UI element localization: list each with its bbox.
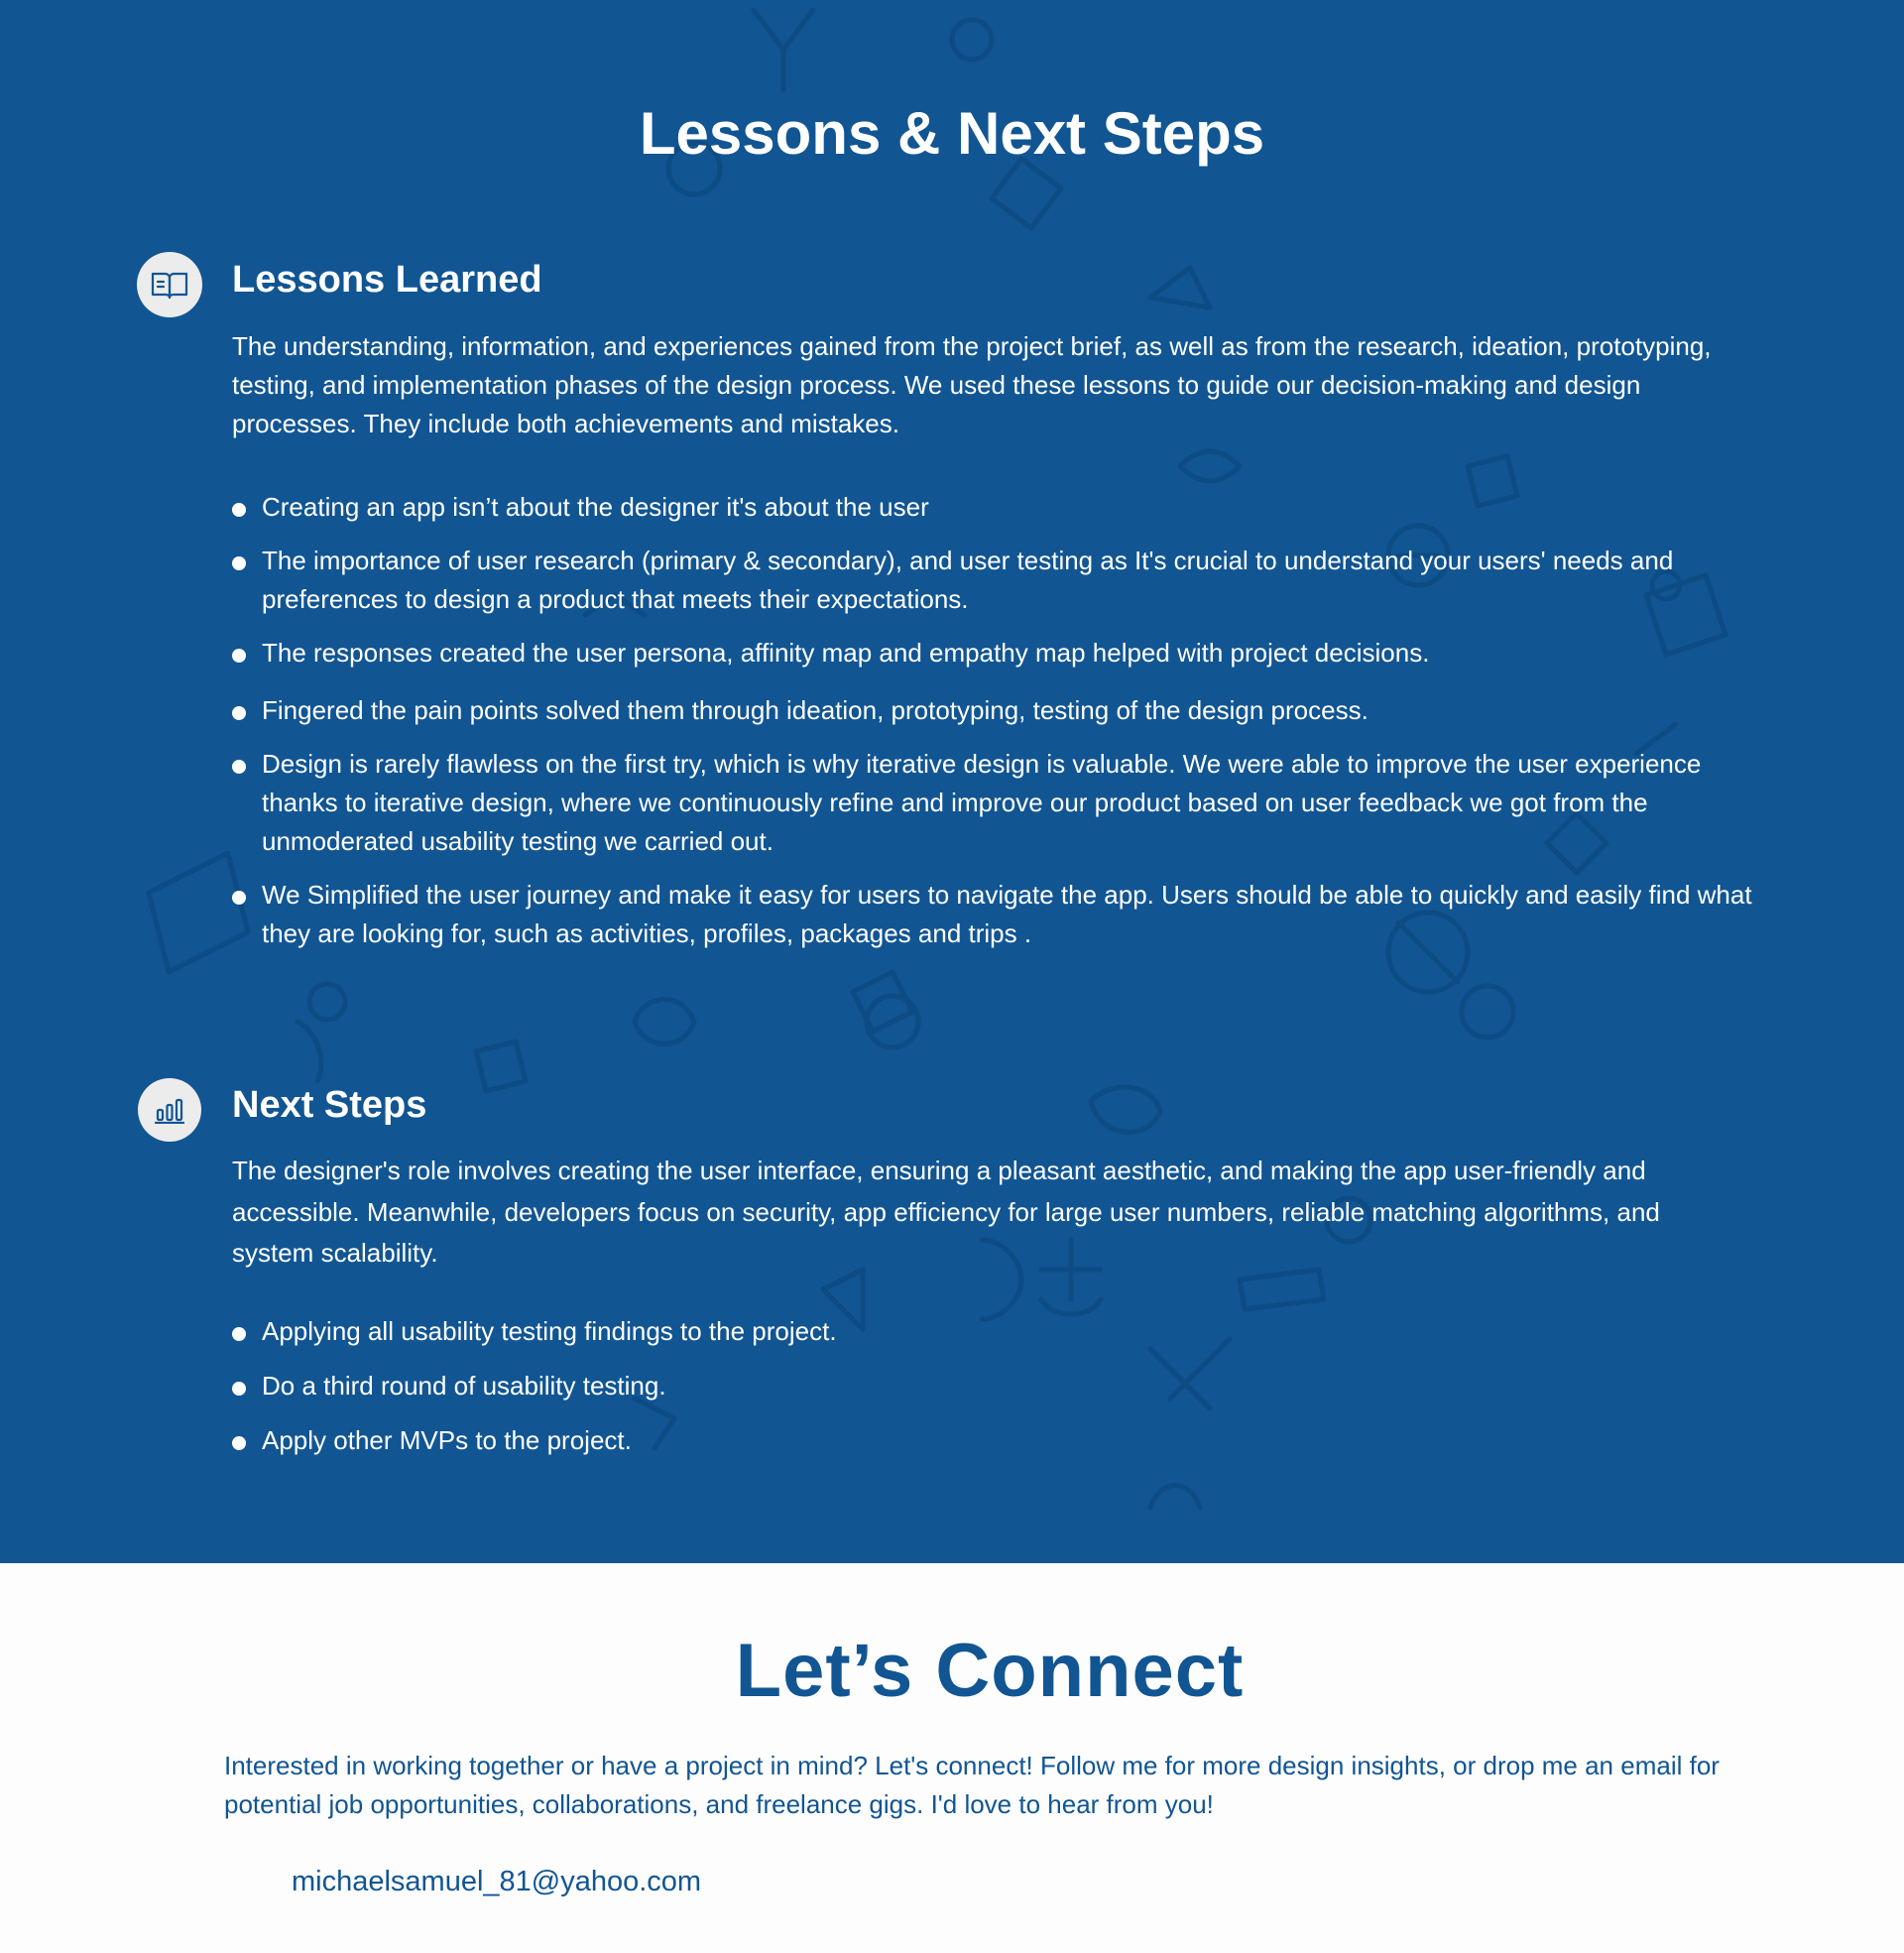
list-item bbox=[232, 1421, 1759, 1460]
bullet-dot bbox=[232, 891, 246, 905]
bullet-dot bbox=[232, 503, 246, 517]
list-item-text: We Simplified the user journey and make it easy for users to navigate the app. Users should be able to quickly and easily find what they are looking for, such as activities, profiles, packages and trips . bbox=[262, 880, 1752, 948]
list-item-text: The importance of user research (primary & secondary), and user testing as It's crucial to understand your users' needs and preferences to design a product that meets their expectations. bbox=[262, 546, 1674, 614]
list-item bbox=[232, 1312, 1759, 1351]
lessons-intro: The understanding, information, and experiences gained from the project brief, as well as from the research, ideation, prototyping, testing, and implementation phases of the design process. We used these lessons to guide our decision-making and design processes. They include both achievements and mistakes. bbox=[232, 331, 1712, 438]
list-item bbox=[232, 542, 1759, 619]
connect-text: Interested in working together or have a project in mind? Let's connect! Follow me for more design insights, or drop me an email for potential job opportunities, collaborations, and freelance gigs. I'd love to hear from you! bbox=[224, 1751, 1720, 1819]
list-item bbox=[232, 691, 1759, 730]
bullet-dot bbox=[232, 1327, 246, 1341]
list-item-text: The responses created the user persona, affinity map and empathy map helped with project decisions. bbox=[262, 638, 1430, 668]
open-book-icon bbox=[137, 252, 202, 317]
email-link[interactable]: michaelsamuel_81@yahoo.com bbox=[292, 1866, 702, 1897]
list-item bbox=[232, 1367, 1759, 1405]
list-item-text: Fingered the pain points solved them through ideation, prototyping, testing of the design process. bbox=[262, 695, 1368, 725]
list-item bbox=[232, 745, 1759, 861]
lessons-list bbox=[232, 488, 1759, 968]
list-item-text: Design is rarely flawless on the first try, which is why iterative design is valuable. We were able to improve the user experience thanks to iterative design, where we continuously refine and improve our product based on user feedback we got from the unmoderated usability testing we carried out. bbox=[262, 749, 1702, 856]
list-item-text: Do a third round of usability testing. bbox=[262, 1371, 666, 1401]
list-item bbox=[232, 876, 1759, 953]
connect-title: Let’s Connect bbox=[735, 1629, 1245, 1713]
bullet-dot bbox=[232, 706, 246, 720]
list-item bbox=[232, 488, 1759, 527]
list-item-text: Apply other MVPs to the project. bbox=[262, 1425, 632, 1455]
bar-chart-icon bbox=[138, 1078, 201, 1142]
bullet-dot bbox=[232, 649, 246, 663]
bullet-dot bbox=[232, 1436, 246, 1450]
next-steps-list bbox=[232, 1312, 1759, 1476]
bullet-dot bbox=[232, 760, 246, 774]
list-item-text: Creating an app isn’t about the designer it's about the user bbox=[262, 492, 929, 522]
page-title: Lessons & Next Steps bbox=[639, 100, 1265, 167]
list-item bbox=[232, 634, 1759, 672]
bullet-dot bbox=[232, 1382, 246, 1396]
next-steps-heading: Next Steps bbox=[232, 1084, 427, 1126]
next-steps-intro: The designer's role involves creating the user interface, ensuring a pleasant aesthetic, and making the app user-friendly and accessible. Meanwhile, developers focus on security, app efficiency for large user numbers, reliable matching algorithms, and system scalability. bbox=[232, 1156, 1660, 1268]
list-item-text: Applying all usability testing findings to the project. bbox=[262, 1316, 837, 1346]
bullet-dot bbox=[232, 556, 246, 570]
lessons-heading: Lessons Learned bbox=[232, 259, 542, 301]
